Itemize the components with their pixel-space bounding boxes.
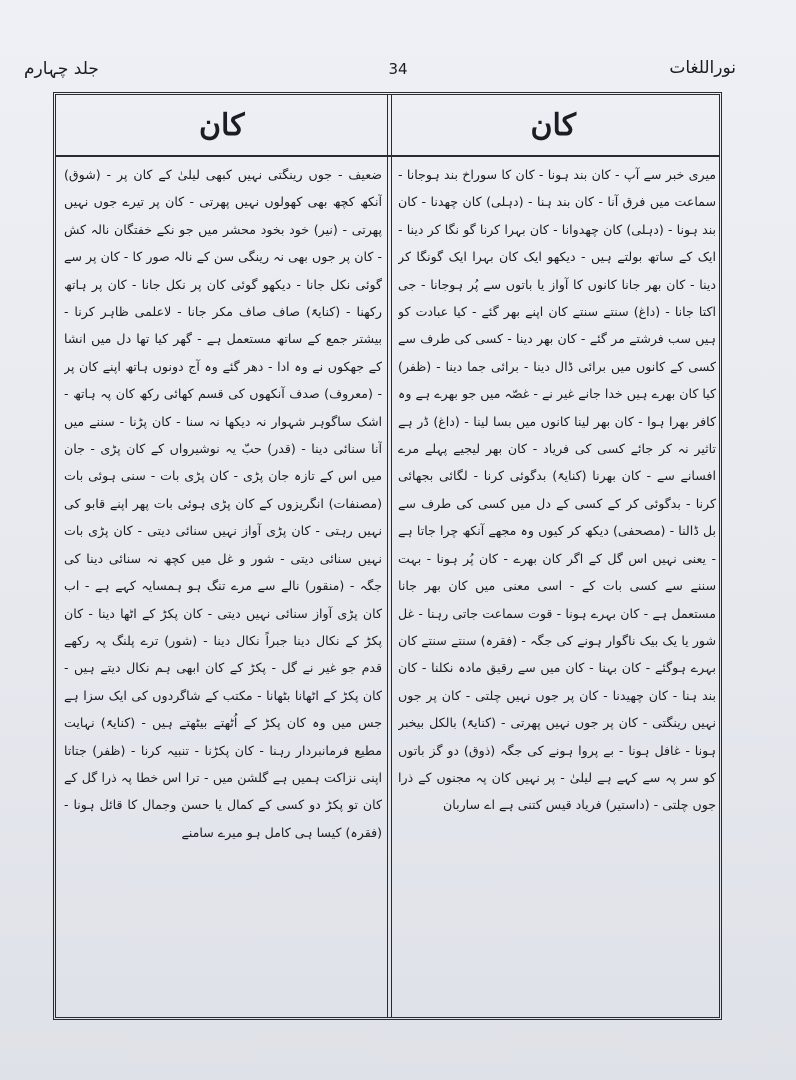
right-column-paragraph: میری خبر سے آپ - کان بند ہونا - کان کا سوراخ بند ہوجانا - سماعت میں فرق آنا - کان بند ہنا - (دہلی) کان چھدنا - کان بند ہونا - (دہلی) کان چھدوانا - کان بہرا کرنا گو نگا کر دینا - ایک کے ساتھ بولتے ہیں - دیکھو ایک کان بہرا ایک گونگا کر دینا - کان بھر جانا کانوں کا آواز یا باتوں سے پُر ہوجانا - جی اکتا جانا - (داغ) سنتے سنتے کان اپنے بھر گئے - کیا عبادت کو ہیں سب فرشتے مر گئے - کان بھر دینا - کسی کی طرف سے کسی کے کانوں میں برائی ڈال دینا - برائی جما دینا - (ظفر) کیا کان بھرے ہیں خدا جانے غیر نے - غصّہ میں جو بھرے ہے وہ کافر بھرا ہوا - کان بھر لینا کانوں میں بسا لینا - (داغ) ڈر ہے تاثیر نہ کر جائے کسی کی فریاد - کان بھر لیجیے پہلے مرے افسانے سے - کان بھرنا (کنایۃً) بدگوئی کرنا - لگائی بجھائی کرنا - بدگوئی کر کے کسی کے دل میں کسی کی طرف سے بل ڈالنا - (مصحفی) دیکھ کر کیوں وہ مجھے آنکھ چرا جاتا ہے - یعنی نہیں اس گل کے اگر کان بھرے - کان پُر ہونا - بہت سننے سے کسی بات کے - اسی معنی میں کان بھر جانا مستعمل ہے - کان بہرے ہونا - قوت سماعت جاتی رہنا - غل شور یا یک بیک ناگوار ہونے کی جگہ - (فقرہ) سنتے سنتے کان بہرے ہوگئے - کان بہنا - کان میں سے رقیق مادہ نکلنا - کان بند ہنا - کان چھیدنا - کان پر جوں نہیں چلتی - کان پر جوں نہیں رینگتی - کان پر جوں نہیں پھرتی - (کنایۃً) بالکل بیخبر ہونا - غافل ہونا - بے پروا ہونے کی جگہ (ذوق) دو گز باتوں کو سر پہ سے کہے ہے لیلیٰ - پر نہیں کان پہ مجنوں کے ذرا جوں چلتی - (داستیر) فریاد قیس کتنی ہے اے ساربان xyxy=(398,167,716,813)
page-frame xyxy=(53,92,722,1020)
page-number: 34 xyxy=(388,60,408,78)
right-column-heading: کان xyxy=(530,107,576,143)
left-column-heading: کان xyxy=(199,107,245,143)
right-column-text xyxy=(398,161,716,1009)
volume-label: جلد چہارم xyxy=(24,59,99,79)
column-divider xyxy=(387,95,392,1017)
left-column-paragraph: ضعیف - جوں رینگتی نہیں کبھی لیلیٰ کے کان پر - (شوق) آنکھ کچھ بھی کھولوں نہیں پھرتی - کان پر تیرے جوں نہیں پھرتی - (نیر) خود بخود محشر میں جو نکے خفتگان نالہ کش - کان پر جوں بھی نہ رینگی سن کے نالہ صور کا - کان پر سے گوئی نکل جانا - دیکھو گوئی کان پر نکل جانا - کان پر ہاتھ رکھنا - (کنایۃً) صاف صاف مکر جانا - لاعلمی ظاہر کرنا - بیشتر جمع کے ساتھ مستعمل ہے - گھر کیا تھا دل میں انشا کے جھکوں نے وہ ادا - دھر گئے وہ آج دونوں ہاتھ اپنے کان پر - (معروف) صدف آنکھوں کی قسم کھائی رکھ کان پہ ہاتھ - اشک ساگوہر شہوار نہ دیکھا نہ سنا - کان پڑنا - سننے میں آنا سنائی دینا - (قدر) حبّ یہ نوشیرواں کے کان پڑی - جان میں اس کے تازہ جان پڑی - کان پڑی بات - سنی ہوئی بات (مصنفات) انگریزوں کے کان پڑی ہوئی بات پھر اپنے قابو کی نہیں رہتی - کان پڑی آواز نہیں سنائی دیتی - کان پڑی بات نہیں سنائی دیتی - شور و غل میں کچھ نہ سنائی دینا کی جگہ - (منقور) نالے سے مرے تنگ ہو ہمسایہ کہے ہے - اب کان پڑی آواز سنائی نہیں دیتی - کان پکڑ کے اٹھا دینا - کان پکڑ کے نکال دینا جبراً نکال دینا - (شور) ترے پلنگ پہ رکھے قدم جو غیر نے گل - پکڑ کے کان ابھی ہم نکال دیتے ہیں - کان پکڑ کے اٹھانا بٹھانا - مکتب کے شاگردوں کی ایک سزا ہے جس میں وہ کان پکڑ کے اُٹھتے بیٹھتے ہیں - (کنایۃً) نہایت مطیع فرمانبردار رہنا - کان پکڑنا - تنبیہ کرنا - (ظفر) جتاتا اپنی نزاکت ہمیں ہے گلشن میں - ترا اس خطا پہ ذرا گل کے کان تو پکڑ دو کسی کے کمال یا حسن وجمال کا قائل ہونا - (فقرہ) کیسا ہی کامل ہو میرے سامنے xyxy=(64,167,382,840)
left-column-text xyxy=(64,161,382,1009)
book-title: نوراللغات xyxy=(669,58,736,78)
